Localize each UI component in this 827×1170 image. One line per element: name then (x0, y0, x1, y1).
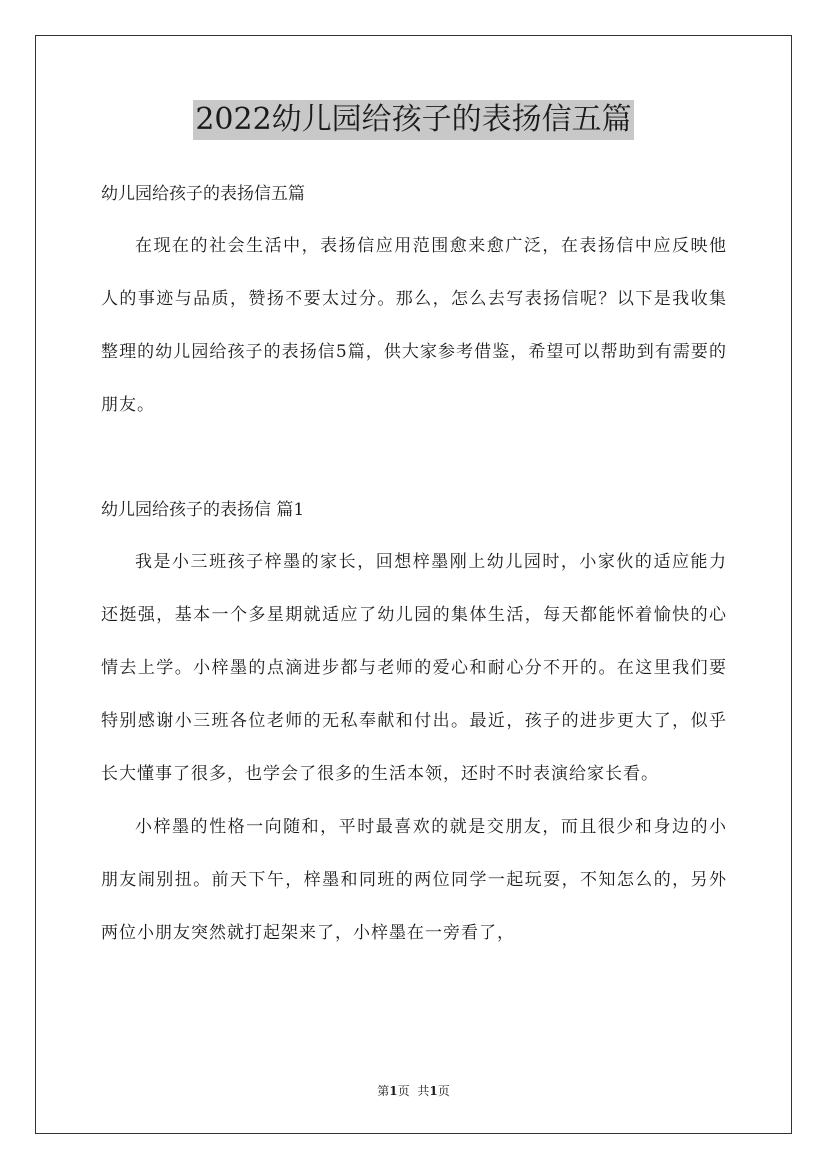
body-paragraph: 小梓墨的性格一向随和，平时最喜欢的就是交朋友，而且很少和身边的小朋友闹别扭。前天下午，梓墨和同班的两位同学一起玩耍，不知怎么的，另外两位小朋友突然就打起架来了，小梓墨在一旁看了， (101, 817, 727, 943)
section-spacer (101, 432, 727, 484)
body-paragraph: 我是小三班孩子梓墨的家长，回想梓墨刚上幼儿园时，小家伙的适应能力还挺强，基本一个多星期就适应了幼儿园的集体生活，每天都能怀着愉快的心情去上学。小梓墨的点滴进步都与老师的爱心和耐心分不开的。在这里我们要特别感谢小三班各位老师的无私奉献和付出。最近，孩子的进步更大了，似乎长大懂事了很多，也学会了很多的生活本领，还时不时表演给家长看。 (101, 552, 727, 784)
page-footer (0, 1082, 827, 1099)
footer-page-suffix: 页 (397, 1084, 410, 1098)
footer-page-number: 1 (389, 1084, 398, 1098)
footer-total-prefix: 共 (417, 1084, 430, 1098)
document-body (101, 168, 727, 960)
document-title-container (0, 100, 827, 140)
section-heading: 幼儿园给孩子的表扬信 篇1 (101, 500, 305, 520)
intro-paragraph: 在现在的社会生活中，表扬信应用范围愈来愈广泛，在表扬信中应反映他人的事迹与品质，赞扬不要太过分。那么，怎么去写表扬信呢？以下是我收集整理的幼儿园给孩子的表扬信5篇，供大家参考借鉴，希望可以帮助到有需要的朋友。 (101, 236, 727, 415)
footer-page-prefix: 第 (377, 1084, 390, 1098)
footer-total-number: 1 (429, 1084, 438, 1098)
subtitle: 幼儿园给孩子的表扬信五篇 (101, 184, 305, 204)
footer-total-suffix: 页 (437, 1084, 450, 1098)
document-title: 2022幼儿园给孩子的表扬信五篇 (193, 100, 633, 140)
